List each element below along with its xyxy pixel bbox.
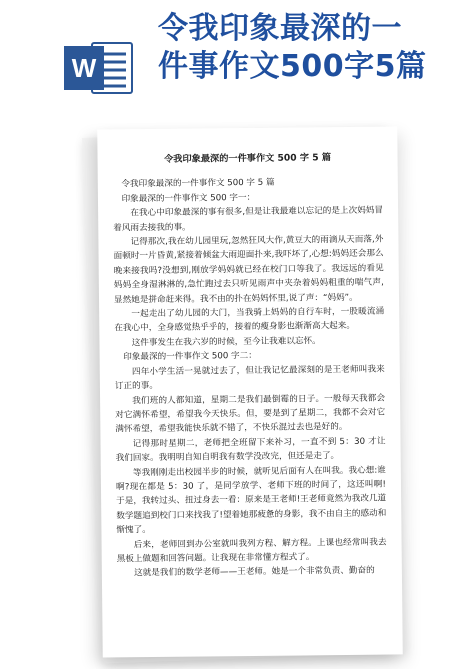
title-line-2: 件事作文500字5篇 <box>158 49 427 84</box>
paragraph: 令我印象最深的一件事作文 500 字 5 篇 <box>121 178 275 190</box>
document-body <box>112 137 387 582</box>
title-line-1: 令我印象最深的一 <box>158 11 402 46</box>
header-banner <box>0 0 474 108</box>
word-icon-letter: W <box>71 53 97 83</box>
paragraph: 等我刚刚走出校园半步的时候，就听见后面有人在叫我。我心想:谁啊?现在都是 5：30 了，是同学放学、老师下班的时间了，这还叫啊!于是，我转过头、扭过身去一看：原来是王老师!王老师竟然为我改几道数学题追到校门口来找我了!望着她那疲惫的身影，我不由自主的感动和惭愧了。 <box>115 465 387 536</box>
paragraph: 这就是我们的数学老师——王老师。她是一个非常负责、勤奋的 <box>134 566 375 579</box>
page-title <box>158 10 468 86</box>
paragraph: 一起走出了幼儿园的大门，当我骑上妈妈的自行车时，一股暖流涌在我心中，全身感觉热乎乎的，接着的瘦身影也渐渐高大起来。 <box>114 306 385 334</box>
paragraph: 印象最深的一件事作文 500 字二： <box>123 351 257 363</box>
document-page <box>97 126 403 657</box>
paragraph: 后来，老师回到办公室就叫我列方程、解方程。上课也经常叫我去黑板上做题和回答问题。让我现在非常懂方程式了。 <box>116 537 387 565</box>
paragraph: 在我心中印象最深的事有很多,但是让我最难以忘记的是上次妈妈冒着风雨去接我的事。 <box>113 205 384 234</box>
paragraph: 印象最深的一件事作文 500 字一： <box>121 192 256 205</box>
document-title: 令我印象最深的一件事作文 500 字 5 篇 <box>164 152 332 165</box>
paragraph: 记得那时星期二，老师把全班留下来补习，一直不到 5：30 才让我们回家。我明明自知自明我有数学没改完，但还是走了。 <box>115 436 386 464</box>
paragraph: 记得那次,我在幼儿园里玩,忽然狂风大作,黄豆大的雨滴从天而落,外面顿时一片昏黄,紧接着倾盆大雨迎面扑来,我吓坏了,心想:妈妈还会那么晚来接我吗?没想到,刚放学妈妈就已经在校门口等我了。我远远的看见妈妈全身湿淋淋的,急忙跑过去只听见雨声中夹杂着妈妈粗重的喘气声,显然她是拼命赶来得。我不由的扑在妈妈怀里,说了声：“妈妈”。 <box>113 234 384 306</box>
word-document-icon <box>62 40 134 96</box>
paragraph: 我们班的人都知道，星期二是我们最倒霉的日子。一般每天我都会对它满怀希望，希望我今天快乐。但，要是到了星期二，我都不会对它满怀希望，希望我能快乐就不错了，不快乐混过去也是好的。 <box>115 393 386 435</box>
paragraph: 四年小学生活一晃就过去了，但让我记忆最深刻的是王老师叫我来订正的事。 <box>114 364 385 392</box>
paragraph: 这件事发生在我六岁的时候，至今让我难以忘怀。 <box>131 336 321 349</box>
